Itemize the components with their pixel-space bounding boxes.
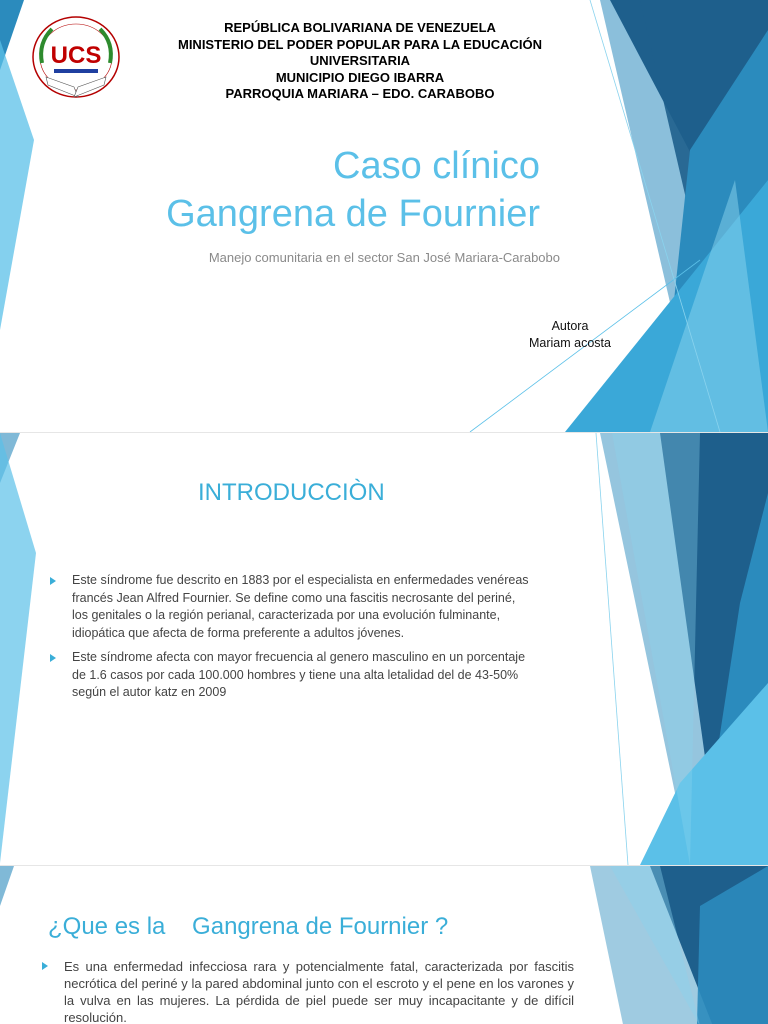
- list-item: [50, 572, 530, 642]
- title-line-2: Gangrena de Fournier: [166, 193, 540, 235]
- header-line: REPÚBLICA BOLIVARIANA DE VENEZUELA: [224, 20, 496, 35]
- author-block: [500, 318, 640, 352]
- slide-definition: [0, 866, 768, 1024]
- bullet-text: Este síndrome afecta con mayor frecuencia al genero masculino en un porcentaje de 1.6 casos por cada 100.000 hombres y tiene una alta letalidad del de 43-50% según el autor katz en 2009: [72, 650, 526, 699]
- definition-bullet-list: [42, 958, 574, 1024]
- bullet-arrow-icon: [50, 577, 56, 585]
- slide-introduction: [0, 433, 768, 865]
- slide-title: [0, 0, 768, 432]
- list-item: [50, 649, 530, 702]
- university-logo: [28, 13, 124, 103]
- author-label: Autora: [551, 319, 589, 333]
- intro-bullet-list: [50, 572, 530, 709]
- slide-subtitle: Manejo comunitaria en el sector San José Mariara-Carabobo: [208, 250, 560, 265]
- header-line: MUNICIPIO DIEGO IBARRA: [275, 69, 445, 85]
- section-title: ¿Que es la Gangrena de Fournier ?: [48, 913, 449, 940]
- header-line: UNIVERSITARIA: [309, 53, 411, 68]
- institution-header: [150, 20, 570, 103]
- bullet-text: Este síndrome fue descrito en 1883 por el especialista en enfermedades venéreas francés Jean Alfred Fournier. Se define como una fascitis necrosante del periné, los genitales o la región perianal, caracterizada por una evolución fulminante, idiopática que afecta de forma preferente a adultos jóvenes.: [72, 573, 529, 640]
- svg-text:UCS: UCS: [50, 42, 102, 69]
- header-line: MINISTERIO DEL PODER POPULAR PARA LA EDUCACIÓN: [177, 36, 543, 52]
- bullet-arrow-icon: [42, 962, 48, 970]
- bullet-arrow-icon: [50, 654, 56, 662]
- bullet-text: Es una enfermedad infecciosa rara y potencialmente fatal, caracterizada por fascitis necrótica del periné y la pared abdominal junto con el escroto y el pene en los varones y la vulva en las mujeres. La pérdida de piel puede ser muy incapacitante y de difícil resolución.: [64, 959, 574, 1024]
- list-item: [42, 958, 574, 1024]
- section-title: INTRODUCCIÒN: [198, 479, 385, 506]
- header-line: PARROQUIA MARIARA – EDO. CARABOBO: [225, 86, 495, 101]
- author-name: Mariam acosta: [529, 336, 611, 350]
- title-line-1: Caso clínico: [333, 145, 540, 187]
- slide-title-text: [80, 142, 540, 238]
